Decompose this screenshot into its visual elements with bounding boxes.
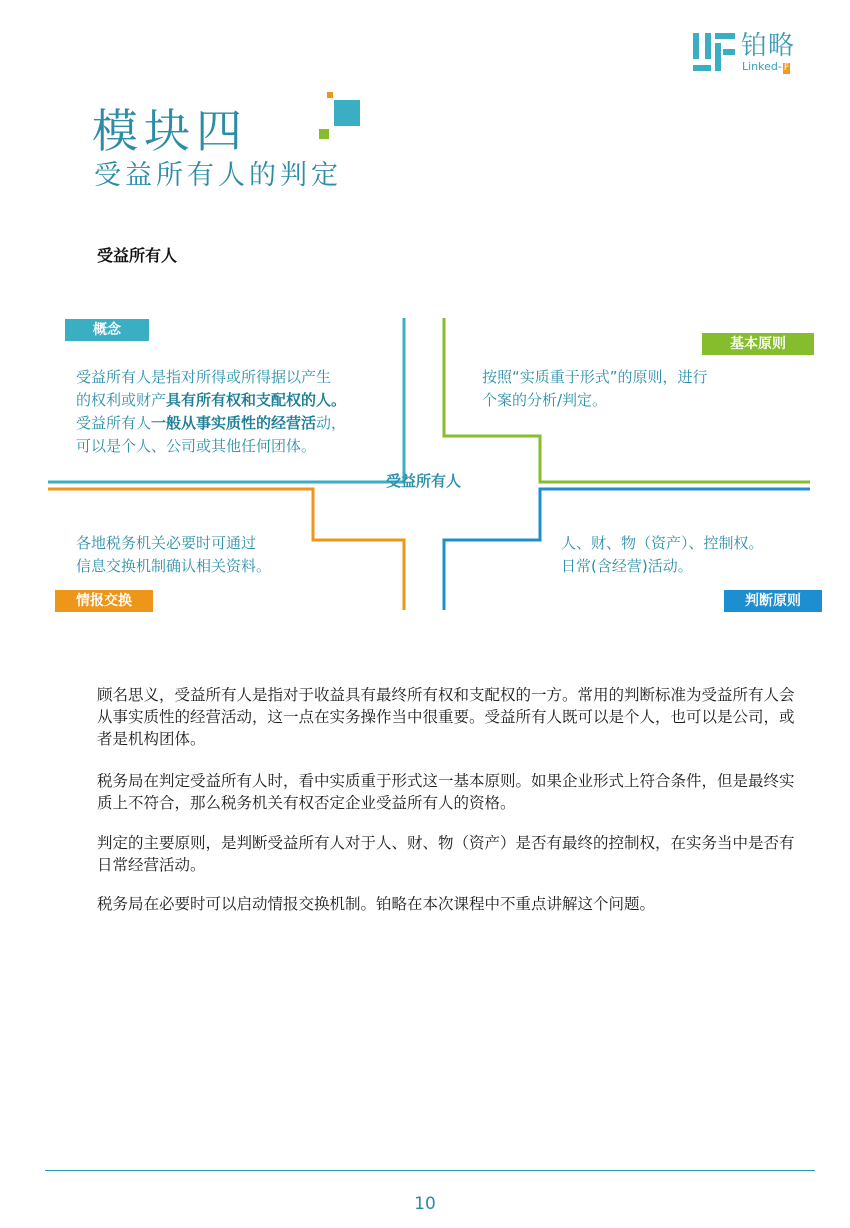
basic-principle-text: 按照“实质重于形式”的原则，进行 个案的分析/判定。 (482, 368, 708, 409)
logo-name-cn: 铂略 (741, 31, 796, 61)
module-subtitle: 受益所有人的判定 (94, 160, 342, 191)
paragraph-2: 税务局在判定受益所有人时，看中实质重于形式这一基本原则。如果企业形式上符合条件，但是最终实质上不符合，那么税务机关有权否定企业受益所有人的资格。 (97, 772, 795, 812)
module-title: 模块四 (92, 104, 248, 158)
logo-name-en: Linked- F (742, 60, 790, 73)
paragraph-1: 顾名思义，受益所有人是指对于收益具有最终所有权和支配权的一方。常用的判断标准为受益所有人会从事实质性的经营活动，这一点在实务操作当中很重要。受益所有人既可以是个人，也可以是公司，或者是机构团体。 (97, 686, 795, 748)
center-label: 受益所有人 (386, 472, 462, 490)
page-number: 10 (414, 1194, 436, 1214)
judgment-principle-text: 人、财、物（资产）、控制权。 日常(含经营)活动。 (561, 534, 764, 575)
concept-tag: 概念 (65, 319, 149, 341)
paragraph-3: 判定的主要原则，是判断受益所有人对于人、财、物（资产）是否有最终的控制权，在实务当中是否有日常经营活动。 (97, 834, 795, 874)
footer-divider (45, 1170, 815, 1171)
paragraph-4: 税务局在必要时可以启动情报交换机制。铂略在本次课程中不重点讲解这个问题。 (97, 895, 656, 913)
intel-exchange-text: 各地税务机关必要时可通过 信息交换机制确认相关资料。 (76, 534, 272, 575)
intel-exchange-tag: 情报交换 (55, 590, 153, 612)
basic-principle-tag: 基本原则 (702, 333, 814, 355)
section-heading: 受益所有人 (97, 246, 178, 265)
judgment-principle-tag: 判断原则 (724, 590, 822, 612)
concept-text: 受益所有人是指对所得或所得据以产生 的权利或财产具有所有权和支配权的人。 受益所有人一般从事实质性的经营活动， 可以是个人、公司或其他任何团体。 (76, 368, 347, 455)
